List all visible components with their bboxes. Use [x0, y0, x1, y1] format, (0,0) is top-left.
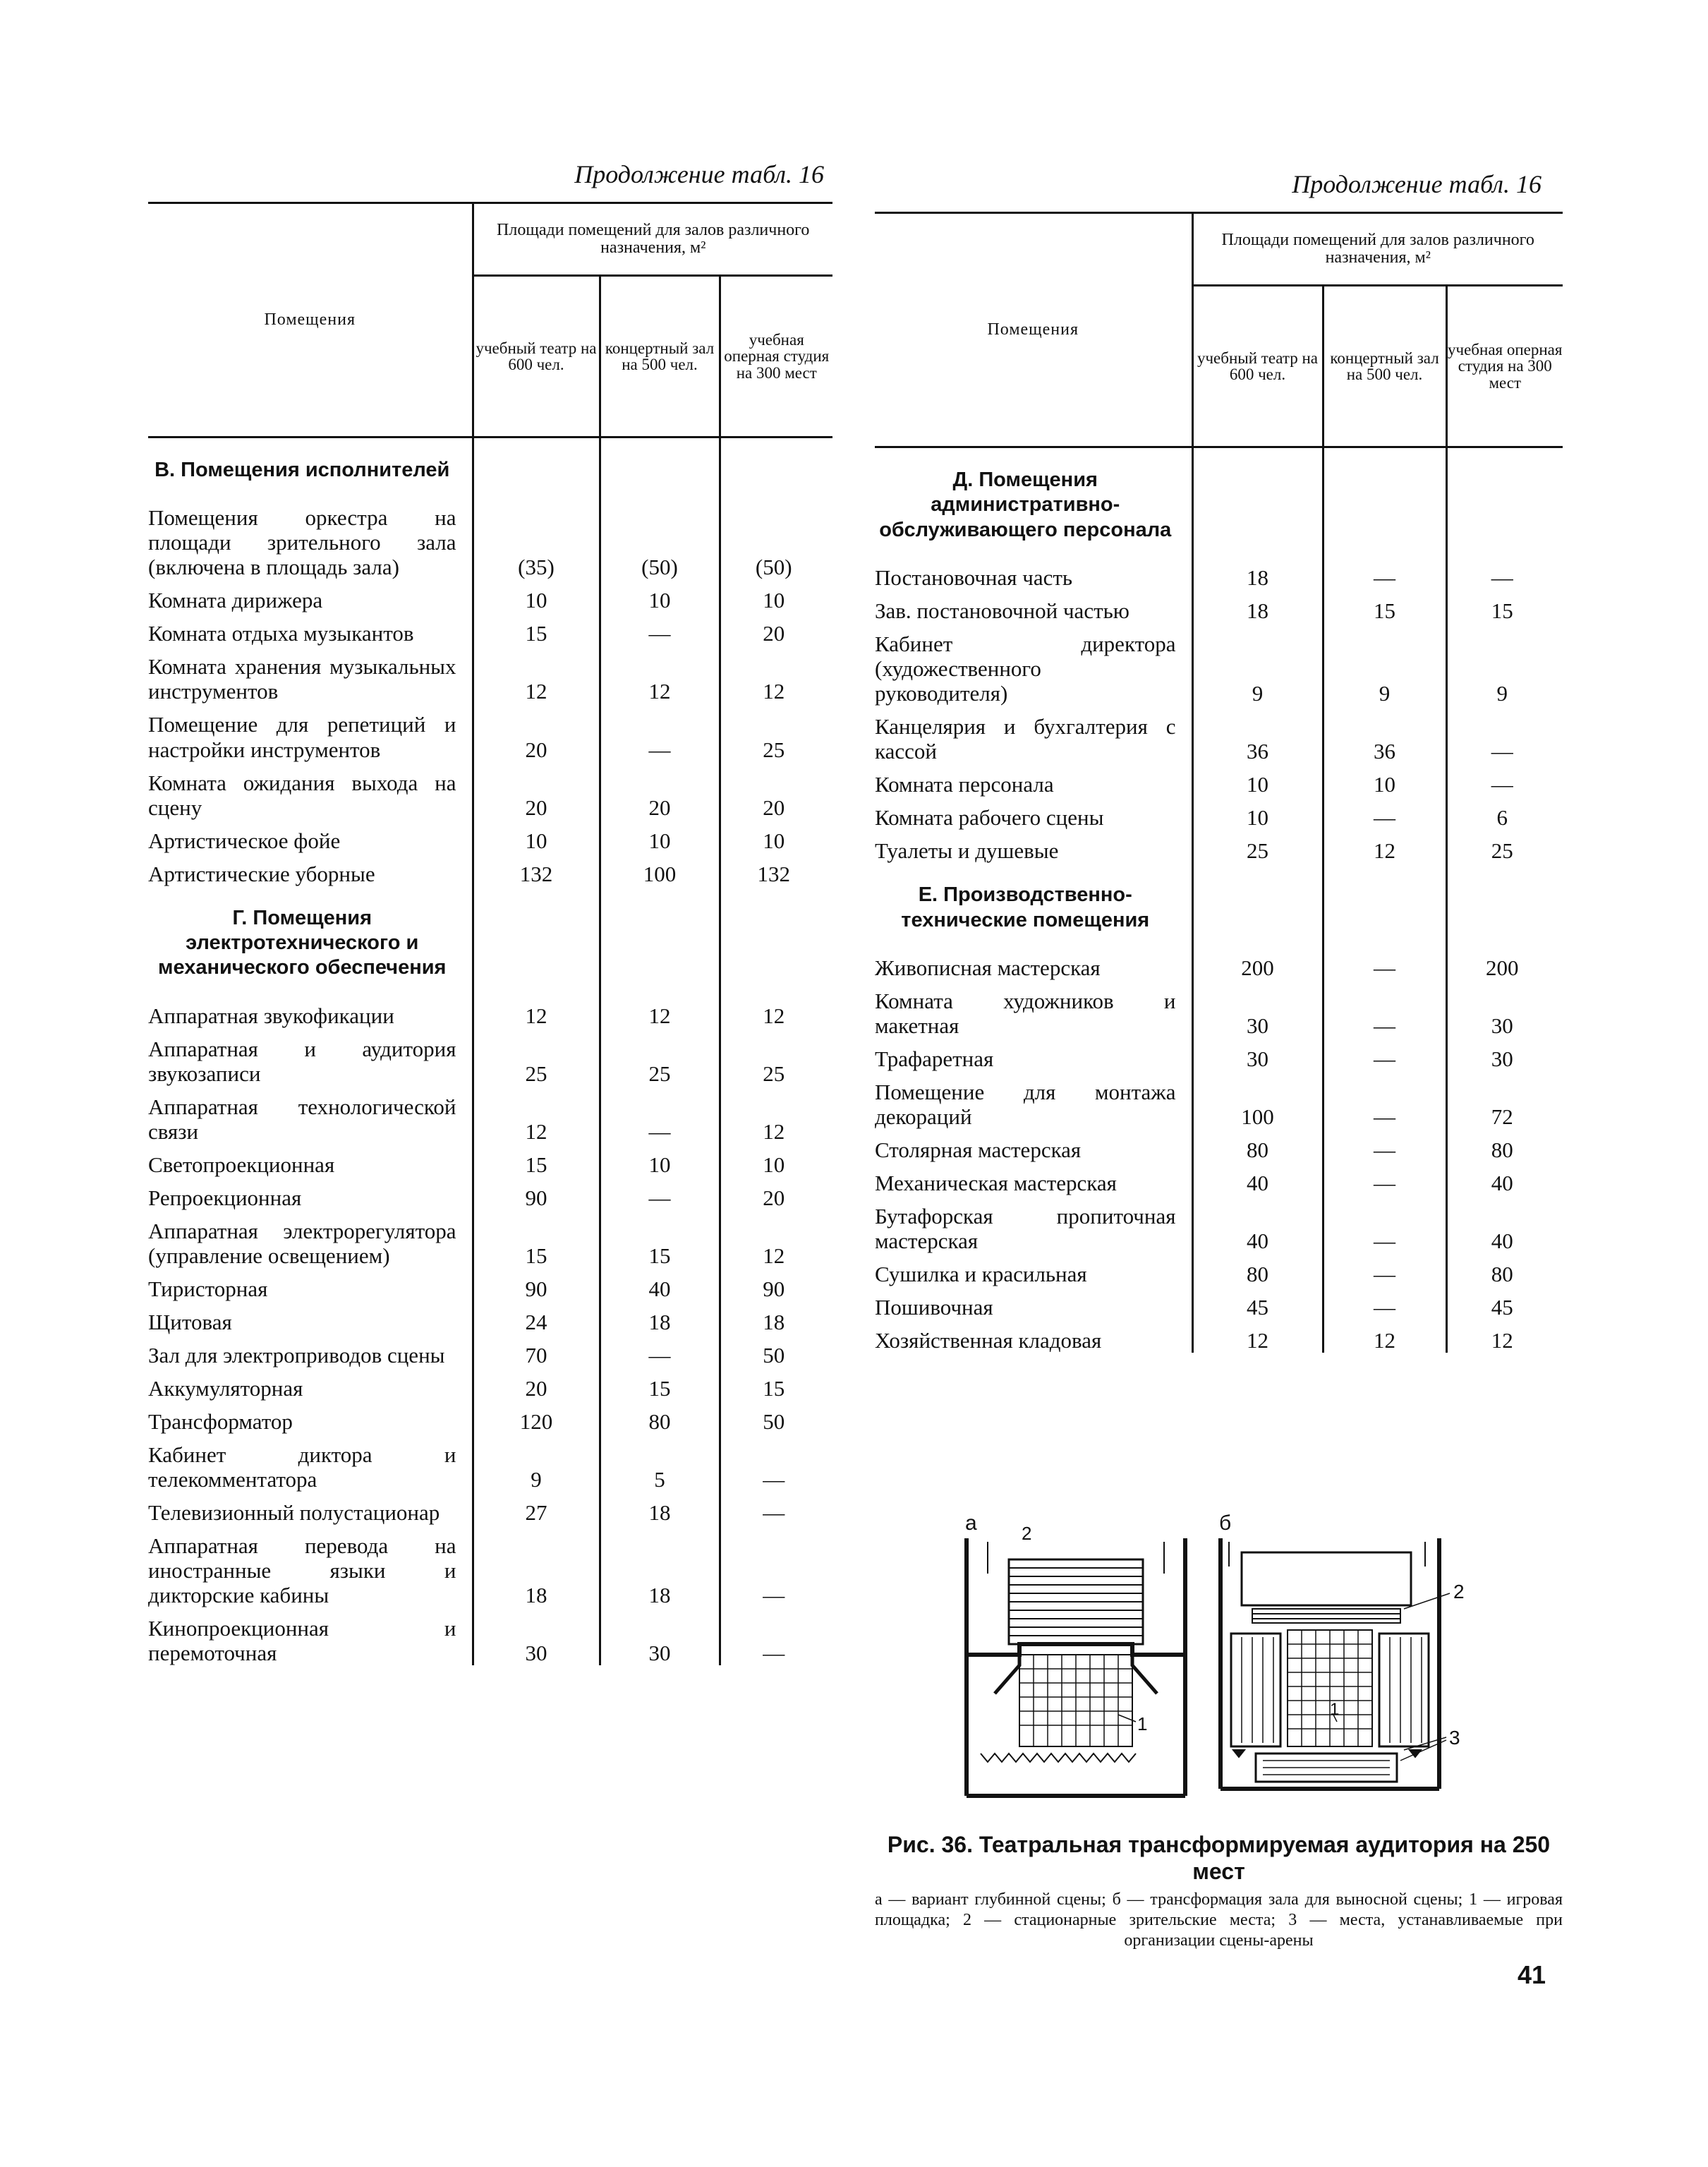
col-header-theatre: учебный театр на 600 чел. [1192, 286, 1323, 447]
concert-area: 100 [600, 853, 720, 886]
concert-area: 10 [600, 1144, 720, 1177]
room-name: Артистические уборные [148, 853, 473, 886]
concert-area: 5 [600, 1434, 720, 1492]
table-row [148, 1434, 832, 1492]
opera-area: 15 [763, 1375, 785, 1401]
theatre-area: 20 [473, 704, 600, 761]
opera-area: 80 [1491, 1262, 1513, 1287]
table-row [148, 1334, 832, 1368]
section-empty-cell [720, 437, 832, 497]
table-row [148, 612, 832, 646]
table-row [148, 820, 832, 853]
theatre-area: 36 [1192, 706, 1323, 763]
figure-caption-title: Рис. 36. Театральная трансформируемая аудитория на 250 мест [887, 1832, 1551, 1885]
concert-area: 30 [600, 1607, 720, 1665]
concert-area: 40 [600, 1268, 720, 1301]
table-row [148, 1301, 832, 1334]
table-row [148, 762, 832, 820]
room-name: Столярная мастерская [875, 1129, 1192, 1162]
room-name: Канцелярия и бухгалтерия с кассой [875, 706, 1192, 763]
table-row [148, 1525, 832, 1607]
table-continuation-label: Продолжение табл. 16 [1292, 170, 1542, 198]
theatre-area: 12 [473, 1086, 600, 1144]
concert-area: — [600, 612, 720, 646]
concert-area: — [1323, 1129, 1446, 1162]
concert-area: 10 [1323, 763, 1446, 797]
opera-area: 50 [763, 1342, 785, 1368]
room-name: Трансформатор [148, 1401, 473, 1434]
theatre-area: 20 [473, 1368, 600, 1401]
opera-area: 40 [1491, 1229, 1513, 1254]
table-row [875, 623, 1563, 706]
table-row [875, 1320, 1563, 1353]
concert-area: — [1323, 1162, 1446, 1195]
theatre-area: 9 [1192, 623, 1323, 706]
room-name: Помещение для репетиций и настройки инструментов [148, 704, 473, 761]
col-header-opera: учебная оперная студия на 300 мест [1446, 286, 1563, 447]
opera-area: 12 [763, 1243, 785, 1268]
section-heading-row [875, 863, 1563, 947]
theatre-area: 40 [1192, 1162, 1323, 1195]
theatre-area: 120 [473, 1401, 600, 1434]
theatre-area: 25 [473, 1028, 600, 1086]
col-header-theatre: учебный театр на 600 чел. [473, 276, 600, 437]
theatre-area: 45 [1192, 1286, 1323, 1320]
concert-area: — [1323, 797, 1446, 830]
room-name: Аппаратная электрорегулятора (управление освещением) [148, 1210, 473, 1268]
table-row [875, 1038, 1563, 1071]
concert-area: — [1323, 1071, 1446, 1129]
theatre-area: 12 [473, 646, 600, 704]
room-name: Аппаратная звукофикации [148, 995, 473, 1028]
room-name: Хозяйственная кладовая [875, 1320, 1192, 1353]
concert-area: — [1323, 980, 1446, 1038]
section-empty-cell [600, 886, 720, 995]
table-row [148, 704, 832, 761]
theatre-area: 18 [1192, 590, 1323, 623]
concert-area: 18 [600, 1301, 720, 1334]
concert-area: 15 [1323, 590, 1446, 623]
theatre-area: 30 [1192, 980, 1323, 1038]
room-name: Пошивочная [875, 1286, 1192, 1320]
opera-area: 50 [763, 1408, 785, 1434]
table-row [875, 763, 1563, 797]
concert-area: 15 [600, 1210, 720, 1268]
theatre-area: 15 [473, 1210, 600, 1268]
room-name: Комната отдыха музыкантов [148, 612, 473, 646]
table-row [875, 1253, 1563, 1286]
theatre-area: 30 [473, 1607, 600, 1665]
room-name: Комната ожидания выхода на сцену [148, 762, 473, 820]
section-heading-row [148, 437, 832, 497]
plan-b-label: б [1219, 1511, 1232, 1535]
theatre-area: 10 [473, 820, 600, 853]
opera-area: 20 [763, 1185, 785, 1210]
concert-area: 12 [600, 646, 720, 704]
plan-a-callout-1: 1 [1137, 1713, 1148, 1734]
concert-area: — [1323, 1253, 1446, 1286]
section-empty-cell [1323, 447, 1446, 557]
section-title: Г. Помещения электротехнического и механического обеспечения [148, 886, 473, 995]
concert-area: 10 [600, 820, 720, 853]
col-header-concert: концертный зал на 500 чел. [600, 276, 720, 437]
opera-area: 25 [763, 1061, 785, 1086]
plan-a-callout-2: 2 [1022, 1523, 1032, 1544]
table-row [148, 1177, 832, 1210]
theatre-area: 10 [1192, 797, 1323, 830]
concert-area: 18 [600, 1525, 720, 1607]
rooms-table-left [148, 202, 832, 1665]
room-name: Кабинет диктора и телекомментатора [148, 1434, 473, 1492]
theatre-area: 10 [1192, 763, 1323, 797]
opera-area: — [763, 1583, 785, 1607]
room-name: Туалеты и душевые [875, 830, 1192, 863]
opera-area: 72 [1491, 1104, 1513, 1130]
table-continuation-label: Продолжение табл. 16 [574, 160, 824, 188]
room-name: Комната художников и макетная [875, 980, 1192, 1038]
room-name: Артистическое фойе [148, 820, 473, 853]
room-name: Светопроекционная [148, 1144, 473, 1177]
rooms-column-header: Помещения [148, 203, 473, 437]
concert-area: 12 [1323, 1320, 1446, 1353]
opera-area: 200 [1486, 955, 1519, 981]
page-number: 41 [1517, 1960, 1546, 1989]
table-row [148, 1401, 832, 1434]
theatre-area: 80 [1192, 1129, 1323, 1162]
section-empty-cell [1446, 863, 1563, 947]
opera-area: 20 [763, 795, 785, 820]
section-empty-cell [720, 886, 832, 995]
opera-area: — [1491, 739, 1513, 764]
room-name: Комната персонала [875, 763, 1192, 797]
plan-a-label: а [965, 1511, 977, 1535]
room-name: Аппаратная перевода на иностранные языки и дикторские кабины [148, 1525, 473, 1607]
rooms-column-header: Помещения [875, 213, 1192, 447]
room-name: Тиристорная [148, 1268, 473, 1301]
table-row [875, 557, 1563, 590]
room-name: Постановочная часть [875, 557, 1192, 590]
concert-area: 12 [600, 995, 720, 1028]
theatre-area: 20 [473, 762, 600, 820]
table-row [875, 980, 1563, 1038]
room-name: Телевизионный полустационар [148, 1492, 473, 1525]
theatre-area: 25 [1192, 830, 1323, 863]
concert-area: 36 [1323, 706, 1446, 763]
opera-area: (50) [755, 555, 792, 580]
opera-area: 18 [763, 1309, 785, 1334]
concert-area: 15 [600, 1368, 720, 1401]
plan-b-callout-2: 2 [1453, 1581, 1465, 1602]
theatre-area: 100 [1192, 1071, 1323, 1129]
table-row [148, 646, 832, 704]
rooms-table-right [875, 212, 1563, 1353]
room-name: Кабинет директора (художественного руководителя) [875, 623, 1192, 706]
table-row [148, 1210, 832, 1268]
opera-area: 10 [763, 1152, 785, 1177]
room-name: Сушилка и красильная [875, 1253, 1192, 1286]
table-row [875, 1286, 1563, 1320]
left-table-body [148, 437, 832, 1666]
auditorium-plan-figure [952, 1510, 1552, 1806]
opera-area: 30 [1491, 1046, 1513, 1072]
right-table-body [875, 447, 1563, 1353]
table-row [148, 1144, 832, 1177]
opera-area: — [1491, 565, 1513, 591]
theatre-area: 200 [1192, 947, 1323, 980]
room-name: Кинопроекционная и перемоточная [148, 1607, 473, 1665]
section-empty-cell [1446, 447, 1563, 557]
room-name: Комната дирижера [148, 579, 473, 612]
opera-area: 9 [1496, 681, 1508, 706]
theatre-area: 132 [473, 853, 600, 886]
room-name: Зав. постановочной частью [875, 590, 1192, 623]
table-row [875, 590, 1563, 623]
col-header-opera: учебная оперная студия на 300 мест [720, 276, 832, 437]
theatre-area: 9 [473, 1434, 600, 1492]
opera-area: 25 [1491, 838, 1513, 864]
plan-b-callout-3: 3 [1449, 1727, 1460, 1749]
opera-area: 6 [1496, 805, 1508, 831]
opera-area: 10 [763, 828, 785, 853]
room-name: Помещение для монтажа декораций [875, 1071, 1192, 1129]
theatre-area: 24 [473, 1301, 600, 1334]
table-row [875, 1071, 1563, 1129]
opera-area: 80 [1491, 1137, 1513, 1163]
table-row [148, 1028, 832, 1086]
concert-area: — [600, 1086, 720, 1144]
room-name: Зал для электроприводов сцены [148, 1334, 473, 1368]
concert-area: — [1323, 557, 1446, 590]
concert-area: — [1323, 1195, 1446, 1253]
room-name: Щитовая [148, 1301, 473, 1334]
opera-area: — [763, 1641, 785, 1666]
opera-area: — [763, 1466, 785, 1492]
table-row [148, 1607, 832, 1665]
concert-area: 18 [600, 1492, 720, 1525]
room-name: Помещения оркестра на площади зрительного зала (включена в площадь зала) [148, 497, 473, 579]
theatre-area: 70 [473, 1334, 600, 1368]
section-empty-cell [473, 886, 600, 995]
concert-area: — [600, 704, 720, 761]
section-heading-row [875, 447, 1563, 557]
opera-area: 30 [1491, 1013, 1513, 1039]
section-empty-cell [1323, 863, 1446, 947]
concert-area: 80 [600, 1401, 720, 1434]
table-row [875, 830, 1563, 863]
theatre-area: (35) [473, 497, 600, 579]
opera-area: 20 [763, 621, 785, 646]
theatre-area: 15 [473, 1144, 600, 1177]
section-title: Д. Помещения административно-обслуживающего персонала [875, 447, 1192, 557]
opera-area: 12 [763, 679, 785, 704]
table-row [148, 1492, 832, 1525]
table-row [875, 1195, 1563, 1253]
room-name: Живописная мастерская [875, 947, 1192, 980]
concert-area: — [1323, 1038, 1446, 1071]
section-empty-cell [1192, 447, 1323, 557]
theatre-area: 18 [473, 1525, 600, 1607]
opera-area: 45 [1491, 1295, 1513, 1320]
opera-area: 12 [763, 1118, 785, 1144]
section-title: Е. Производственно-технические помещения [875, 863, 1192, 947]
opera-area: 25 [763, 737, 785, 762]
plan-b [1219, 1511, 1465, 1789]
table-row [875, 1129, 1563, 1162]
theatre-area: 30 [1192, 1038, 1323, 1071]
theatre-area: 90 [473, 1177, 600, 1210]
theatre-area: 12 [1192, 1320, 1323, 1353]
room-name: Аккумуляторная [148, 1368, 473, 1401]
table-row [148, 1268, 832, 1301]
figure-caption [875, 1831, 1563, 1952]
opera-area: 15 [1491, 598, 1513, 624]
theatre-area: 18 [1192, 557, 1323, 590]
theatre-area: 90 [473, 1268, 600, 1301]
opera-area: 12 [1491, 1328, 1513, 1353]
concert-area: (50) [600, 497, 720, 579]
opera-area: — [763, 1499, 785, 1525]
opera-area: 132 [757, 861, 790, 886]
concert-area: — [1323, 947, 1446, 980]
concert-area: 10 [600, 579, 720, 612]
section-empty-cell [1192, 863, 1323, 947]
room-name: Трафаретная [875, 1038, 1192, 1071]
concert-area: 25 [600, 1028, 720, 1086]
area-group-header: Площади помещений для залов различного назначения, м² [473, 203, 832, 276]
room-name: Комната хранения музыкальных инструментов [148, 646, 473, 704]
figure-caption-text: а — вариант глубинной сцены; б — трансформация зала для выносной сцены; 1 — игровая площадка; 2 — стационарные зрительские места; 3 — места, устанавливаемые при организации сцены-арены [875, 1890, 1563, 1950]
opera-area: 10 [763, 588, 785, 613]
theatre-area: 40 [1192, 1195, 1323, 1253]
theatre-area: 15 [473, 612, 600, 646]
opera-area: — [1491, 772, 1513, 797]
table-row [875, 706, 1563, 763]
opera-area: 40 [1491, 1171, 1513, 1196]
room-name: Комната рабочего сцены [875, 797, 1192, 830]
opera-area: 90 [763, 1276, 785, 1301]
table-row [148, 1368, 832, 1401]
section-empty-cell [600, 437, 720, 497]
concert-area: — [1323, 1286, 1446, 1320]
concert-area: 9 [1323, 623, 1446, 706]
theatre-area: 10 [473, 579, 600, 612]
table-row [148, 579, 832, 612]
section-title: В. Помещения исполнителей [148, 437, 473, 497]
col-header-concert: концертный зал на 500 чел. [1323, 286, 1446, 447]
table-row [148, 1086, 832, 1144]
table-row [148, 995, 832, 1028]
section-empty-cell [473, 437, 600, 497]
room-name: Аппаратная и аудитория звукозаписи [148, 1028, 473, 1086]
concert-area: 20 [600, 762, 720, 820]
table-row [875, 1162, 1563, 1195]
room-name: Бутафорская пропиточная мастерская [875, 1195, 1192, 1253]
theatre-area: 12 [473, 995, 600, 1028]
table-row [148, 497, 832, 579]
room-name: Аппаратная технологической связи [148, 1086, 473, 1144]
plan-b-callout-1: 1 [1330, 1700, 1340, 1719]
room-name: Репроекционная [148, 1177, 473, 1210]
theatre-area: 27 [473, 1492, 600, 1525]
concert-area: 12 [1323, 830, 1446, 863]
opera-area: 12 [763, 1003, 785, 1028]
plan-a [965, 1511, 1185, 1796]
concert-area: — [600, 1177, 720, 1210]
table-row [148, 853, 832, 886]
section-heading-row [148, 886, 832, 995]
theatre-area: 80 [1192, 1253, 1323, 1286]
area-group-header: Площади помещений для залов различного назначения, м² [1192, 213, 1563, 286]
concert-area: — [600, 1334, 720, 1368]
room-name: Механическая мастерская [875, 1162, 1192, 1195]
table-row [875, 947, 1563, 980]
table-row [875, 797, 1563, 830]
